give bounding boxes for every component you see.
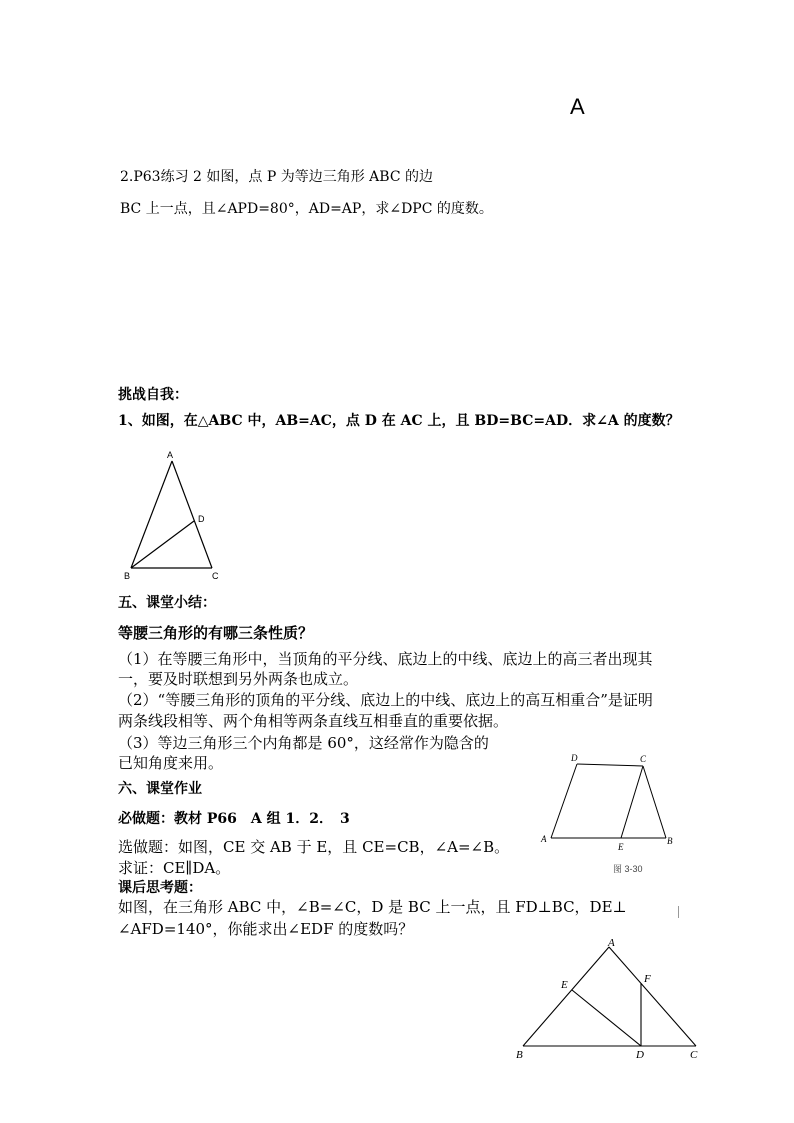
figure-3-30 <box>536 752 686 880</box>
segment-cb <box>643 766 666 838</box>
label-d: D <box>198 514 205 524</box>
summary-item1-line1: （1）在等腰三角形中，当顶角的平分线、底边上的中线、底边上的高三者出现其 <box>118 650 653 668</box>
label-e: E <box>618 842 624 852</box>
segment-ed <box>572 990 641 1046</box>
summary-item2-line1: （2）“等腰三角形的顶角的平分线、底边上的中线、底边上的高互相重合”是证明 <box>118 691 653 709</box>
summary-item1-line2: 一，要及时联想到另外两条也成立。 <box>118 670 359 688</box>
summary-question: 等腰三角形的有哪三条性质？ <box>118 624 314 642</box>
segment-ce <box>621 766 643 838</box>
label-f: F <box>644 973 651 985</box>
summary-heading: 五、课堂小结： <box>118 595 216 611</box>
summary-item3-line2: 已知角度来用。 <box>118 754 224 772</box>
label-d: D <box>636 1049 644 1061</box>
label-b: B <box>516 1049 523 1061</box>
side-ab <box>131 461 172 568</box>
label-a: A <box>608 937 615 949</box>
label-d: D <box>571 753 578 763</box>
label-e: E <box>561 979 568 991</box>
after-class-line1: 如图，在三角形 ABC 中，∠B=∠C，D 是 BC 上一点，且 FD⊥BC，DE⊥ <box>118 898 627 916</box>
exercise2-line1: 2.P63练习 2 如图，点 P 为等边三角形 ABC 的边 <box>120 169 433 185</box>
exercise2-line2: BC 上一点，且∠APD=80°，AD=AP，求∠DPC 的度数。 <box>120 201 493 217</box>
homework-heading: 六、课堂作业 <box>118 781 202 797</box>
homework-required: 必做题：教材 P66 A 组 1．2． 3 <box>118 811 350 827</box>
homework-optional-line2: 求证：CE∥DA。 <box>118 859 231 877</box>
triangle-abd-figure <box>120 448 230 586</box>
challenge-heading: 挑战自我： <box>118 387 188 403</box>
label-a: A <box>541 834 547 844</box>
side-ab <box>523 947 609 1046</box>
homework-optional-line1: 选做题：如图，CE 交 AB 于 E，且 CE=CB，∠A=∠B。 <box>118 838 510 856</box>
summary-item3-line1: （3）等边三角形三个内角都是 60°，这经常作为隐含的 <box>118 734 489 752</box>
figure-caption: 图 3-30 <box>613 864 643 874</box>
segment-da <box>551 764 577 838</box>
triangle-def-figure <box>510 934 710 1064</box>
label-b: B <box>667 836 673 846</box>
side-ac <box>172 461 212 568</box>
label-b: B <box>124 571 131 581</box>
label-c: C <box>640 754 647 764</box>
margin-mark <box>678 906 679 918</box>
label-c: C <box>690 1049 698 1061</box>
challenge-problem1: 1、如图，在△ABC 中，AB=AC，点 D 在 AC 上，且 BD=BC=AD．求∠A 的度数？ <box>118 413 680 429</box>
header-mark: A <box>570 94 585 119</box>
label-c: C <box>212 571 219 581</box>
segment-dc <box>577 764 643 766</box>
after-class-line2: ∠AFD=140°，你能求出∠EDF 的度数吗？ <box>118 920 414 938</box>
summary-item2-line2: 两条线段相等、两个角相等两条直线互相垂直的重要依据。 <box>118 712 509 730</box>
after-class-heading: 课后思考题： <box>118 880 202 896</box>
label-a: A <box>167 450 174 460</box>
